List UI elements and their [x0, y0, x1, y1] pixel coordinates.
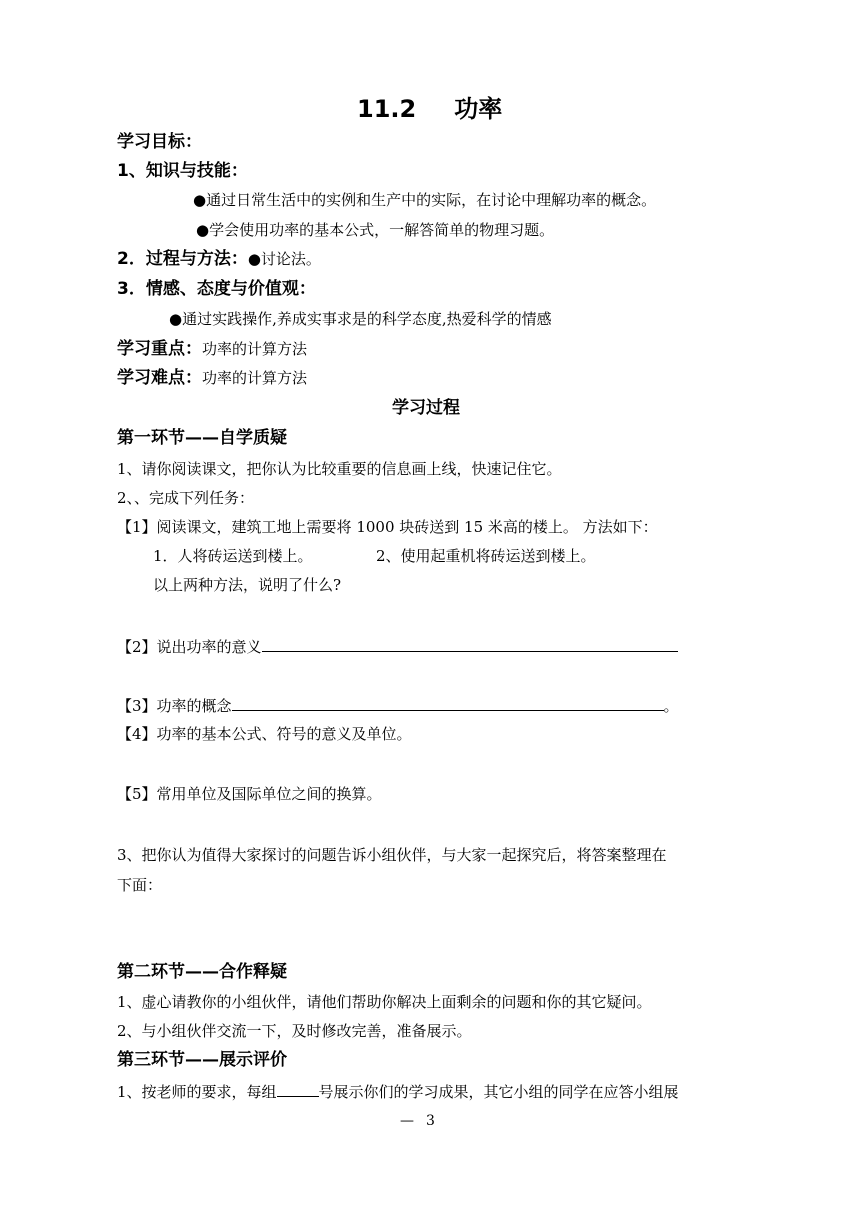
process-title: 学习过程	[392, 398, 460, 418]
task-2-answer-line[interactable]	[262, 636, 678, 652]
page-footer	[400, 1111, 435, 1131]
task-3-answer-line[interactable]	[232, 695, 664, 711]
section3-line1-a: 1、按老师的要求，每组	[117, 1083, 277, 1101]
section2-heading: 第二环节——合作释疑	[117, 962, 287, 982]
process-line	[117, 248, 321, 270]
task-5: 【5】常用单位及国际单位之间的换算。	[117, 785, 382, 803]
attitude-bullet: ●通过实践操作,养成实事求是的科学态度,热爱科学的情感	[169, 310, 552, 328]
difficulty-content: 功率的计算方法	[202, 369, 308, 387]
section1-line3b: 下面：	[117, 876, 163, 894]
method-1: 1．人将砖运送到楼上。	[153, 547, 313, 565]
section1-line1: 1、请你阅读课文，把你认为比较重要的信息画上线，快速记住它。	[117, 460, 562, 478]
page-number: 3	[426, 1113, 435, 1129]
key-point-line	[117, 338, 307, 360]
title-text: 功率	[454, 95, 503, 123]
task-4: 【4】功率的基本公式、符号的意义及单位。	[117, 725, 412, 743]
process-content: ●讨论法。	[247, 250, 321, 268]
task-3	[117, 695, 679, 716]
title-number: 11.2	[357, 95, 417, 123]
task-1: 【1】阅读课文，建筑工地上需要将 1000 块砖送到 15 米高的楼上。 方法如下：	[117, 518, 658, 536]
section3-heading: 第三环节——展示评价	[117, 1050, 287, 1070]
section1-line3a: 3、把你认为值得大家探讨的问题告诉小组伙伴，与大家一起探究后，将答案整理在	[117, 846, 667, 864]
method-2: 2、使用起重机将砖运送到楼上。	[376, 547, 596, 565]
section1-heading: 第一环节——自学质疑	[117, 428, 287, 448]
footer-dash: —	[400, 1113, 414, 1129]
section1-line2: 2、、完成下列任务：	[117, 489, 255, 507]
difficulty-line	[117, 367, 307, 389]
section3-line1	[117, 1081, 679, 1102]
task-2	[117, 636, 678, 657]
task-2-label: 【2】说出功率的意义	[117, 638, 262, 656]
task-3-end: 。	[663, 697, 679, 715]
knowledge-bullet-1: ●通过日常生活中的实例和生产中的实际，在讨论中理解功率的概念。	[193, 191, 657, 209]
key-point-label: 学习重点：	[117, 339, 202, 359]
difficulty-label: 学习难点：	[117, 368, 202, 388]
task-3-label: 【3】功率的概念	[117, 697, 232, 715]
group-number-blank[interactable]	[277, 1081, 319, 1097]
section2-line1: 1、虚心请教你的小组伙伴，请他们帮助你解决上面剩余的问题和你的其它疑问。	[117, 993, 652, 1011]
knowledge-heading: 1、知识与技能：	[117, 161, 248, 181]
process-heading: 2．过程与方法：	[117, 249, 248, 269]
methods-question: 以上两种方法，说明了什么?	[153, 576, 342, 594]
attitude-heading: 3．情感、态度与价值观：	[117, 279, 316, 299]
objectives-heading: 学习目标：	[117, 132, 202, 152]
key-point-content: 功率的计算方法	[202, 340, 308, 358]
section2-line2: 2、与小组伙伴交流一下，及时修改完善，准备展示。	[117, 1022, 472, 1040]
knowledge-bullet-2: ●学会使用功率的基本公式，一解答简单的物理习题。	[196, 221, 555, 239]
page-title	[357, 94, 502, 124]
section3-line1-b: 号展示你们的学习成果，其它小组的同学在应答小组展	[318, 1083, 679, 1101]
